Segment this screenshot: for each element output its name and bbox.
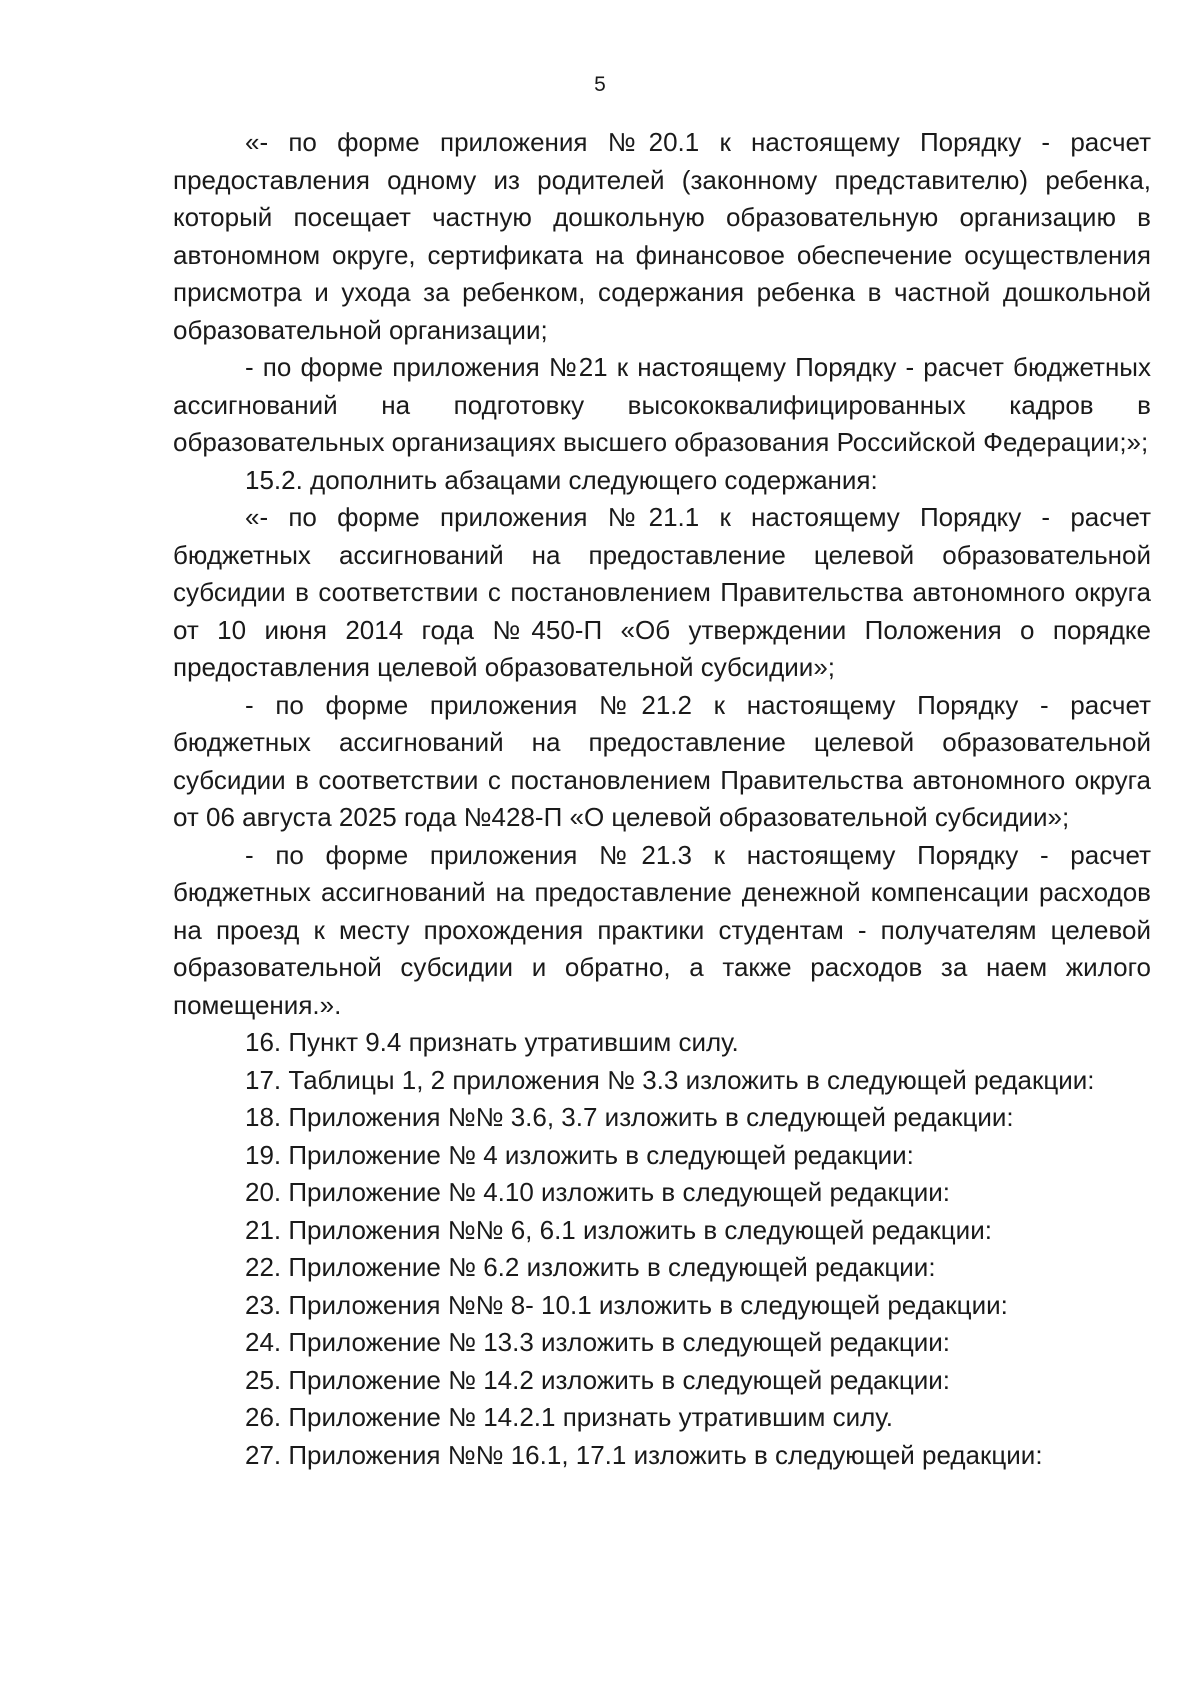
- paragraph-item-19: 19. Приложение № 4 изложить в следующей редакции:: [245, 1139, 914, 1170]
- paragraph-appendix-20-1: «- по форме приложения №20.1 к настоящему Порядку - расчет предоставления одному из родителей (законному представителю) ребенка, который посещает частную дошкольную образовательную организацию в автономном округе, сертификата на финансовое обеспечение осуществления присмотра и ухода за ребенком, содержания ребенка в частной дошкольной образовательной организации;: [173, 127, 1151, 345]
- paragraph-item-25: 25. Приложение № 14.2 изложить в следующей редакции:: [245, 1364, 950, 1395]
- paragraph-item-20: 20. Приложение № 4.10 изложить в следующей редакции:: [245, 1177, 950, 1207]
- paragraph-appendix-21-3: - по форме приложения №21.3 к настоящему Порядку - расчет бюджетных ассигнований на предоставление денежной компенсации расходов на проезд к месту прохождения практики студентам - получателям целевой образовательной субсидии и обратно, а также расходов за наем жилого помещения.».: [173, 839, 1151, 1020]
- page-number: 5: [594, 73, 606, 96]
- paragraph-item-24: 24. Приложение № 13.3 изложить в следующей редакции:: [245, 1327, 950, 1357]
- paragraph-appendix-21-1: «- по форме приложения №21.1 к настоящему Порядку - расчет бюджетных ассигнований на предоставление целевой образовательной субсидии в соответствии с постановлением Правительства автономного округа от 10 июня 2014 года №450-П «Об утверждении Положения о порядке предоставления целевой образовательной субсидии»;: [173, 502, 1151, 682]
- paragraph-item-23: 23. Приложения №№ 8- 10.1 изложить в следующей редакции:: [245, 1289, 1008, 1320]
- paragraph-item-17: 17. Таблицы 1, 2 приложения № 3.3 изложить в следующей редакции:: [245, 1064, 1095, 1095]
- paragraph-appendix-21-2: - по форме приложения №21.2 к настоящему Порядку - расчет бюджетных ассигнований на предоставление целевой образовательной субсидии в соответствии с постановлением Правительства автономного округа от 06 августа 2025 года №428-П «О целевой образовательной субсидии»;: [173, 689, 1151, 832]
- paragraph-item-27: 27. Приложения №№ 16.1, 17.1 изложить в следующей редакции:: [245, 1439, 1043, 1470]
- paragraph-item-22: 22. Приложение № 6.2 изложить в следующей редакции:: [245, 1252, 936, 1282]
- paragraph-15-2: 15.2. дополнить абзацами следующего содержания:: [245, 464, 878, 495]
- paragraph-item-18: 18. Приложения №№ 3.6, 3.7 изложить в следующей редакции:: [245, 1102, 1014, 1132]
- paragraph-item-16: 16. Пункт 9.4 признать утратившим силу.: [245, 1027, 739, 1057]
- paragraph-item-21: 21. Приложения №№ 6, 6.1 изложить в следующей редакции:: [245, 1214, 992, 1245]
- paragraph-item-26: 26. Приложение № 14.2.1 признать утратившим силу.: [245, 1402, 893, 1432]
- document-body: [173, 124, 1151, 1474]
- paragraph-appendix-21: - по форме приложения №21 к настоящему Порядку - расчет бюджетных ассигнований на подготовку высококвалифицированных кадров в образовательных организациях высшего образования Российской Федерации;»;: [173, 352, 1151, 457]
